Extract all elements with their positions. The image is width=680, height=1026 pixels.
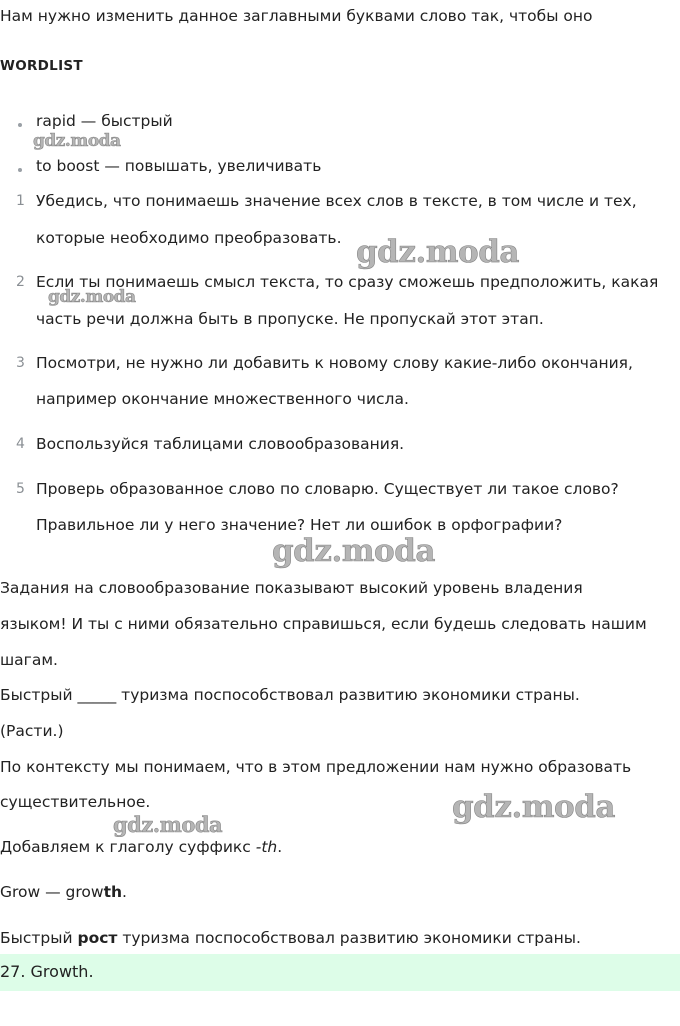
- step-text: Воспользуйся таблицами словообразования.: [36, 435, 405, 453]
- watermark: gdz.moda: [48, 287, 136, 307]
- wordlist-item: rapid — быстрый: [36, 112, 173, 130]
- bullet-dot: [18, 168, 22, 172]
- suffix-text-end: .: [277, 838, 283, 856]
- step-text: Правильное ли у него значение? Нет ли ошибок в орфографии?: [36, 516, 563, 534]
- final-end: туризма поспособствовал развитию экономики страны.: [117, 929, 581, 947]
- step-number: 4: [16, 436, 25, 452]
- step-text: Проверь образованное слово по словарю. Существует ли такое слово?: [36, 480, 619, 498]
- step-number: 3: [16, 355, 25, 371]
- context-text: существительное.: [0, 793, 151, 811]
- step-text: Убедись, что понимаешь значение всех слов в тексте, в том числе и тех,: [36, 192, 637, 210]
- body-text: шагам.: [0, 651, 58, 669]
- watermark: gdz.moda: [272, 533, 435, 569]
- wordlist-title: WORDLIST: [0, 58, 83, 74]
- step-text: часть речи должна быть в пропуске. Не пропускай этот этап.: [36, 310, 544, 328]
- body-text: языком! И ты с ними обязательно справишься, если будешь следовать нашим: [0, 615, 647, 633]
- intro-text: Нам нужно изменить данное заглавными буквами слово так, чтобы оно: [0, 7, 593, 25]
- final-sentence: [0, 929, 581, 947]
- answer-highlight: [0, 954, 680, 991]
- final-start: Быстрый: [0, 929, 78, 947]
- step-text: например окончание множественного числа.: [36, 390, 409, 408]
- suffix-emphasis: -th: [255, 838, 278, 856]
- step-text: которые необходимо преобразовать.: [36, 229, 342, 247]
- step-text: Если ты понимаешь смысл текста, то сразу сможешь предположить, какая: [36, 273, 659, 291]
- watermark: gdz.moda: [356, 234, 519, 270]
- derivation-suffix: th: [103, 883, 123, 901]
- body-text: Задания на словообразование показывают высокий уровень владения: [0, 579, 583, 597]
- wordlist-item: to boost — повышать, увеличивать: [36, 157, 322, 175]
- final-answer-word: рост: [77, 929, 118, 947]
- derivation-start: Grow — grow: [0, 883, 104, 901]
- derivation-end: .: [122, 883, 127, 901]
- watermark: gdz.moda: [113, 812, 223, 837]
- bullet-dot: [18, 123, 22, 127]
- context-text: По контексту мы понимаем, что в этом предложении нам нужно образовать: [0, 758, 632, 776]
- derivation-text: [0, 883, 127, 901]
- task-hint: (Расти.): [0, 722, 64, 740]
- step-text: Посмотри, не нужно ли добавить к новому слову какие-либо окончания,: [36, 354, 633, 372]
- step-number: 1: [16, 193, 25, 209]
- step-number: 2: [16, 274, 25, 290]
- answer-text: 27. Growth.: [0, 962, 94, 981]
- suffix-text: [0, 838, 282, 856]
- suffix-text-start: Добавляем к глаголу суффикс: [0, 838, 256, 856]
- task-sentence: Быстрый _____ туризма поспособствовал развитию экономики страны.: [0, 686, 580, 704]
- watermark: gdz.moda: [452, 789, 615, 825]
- watermark: gdz.moda: [33, 131, 121, 151]
- step-number: 5: [16, 481, 25, 497]
